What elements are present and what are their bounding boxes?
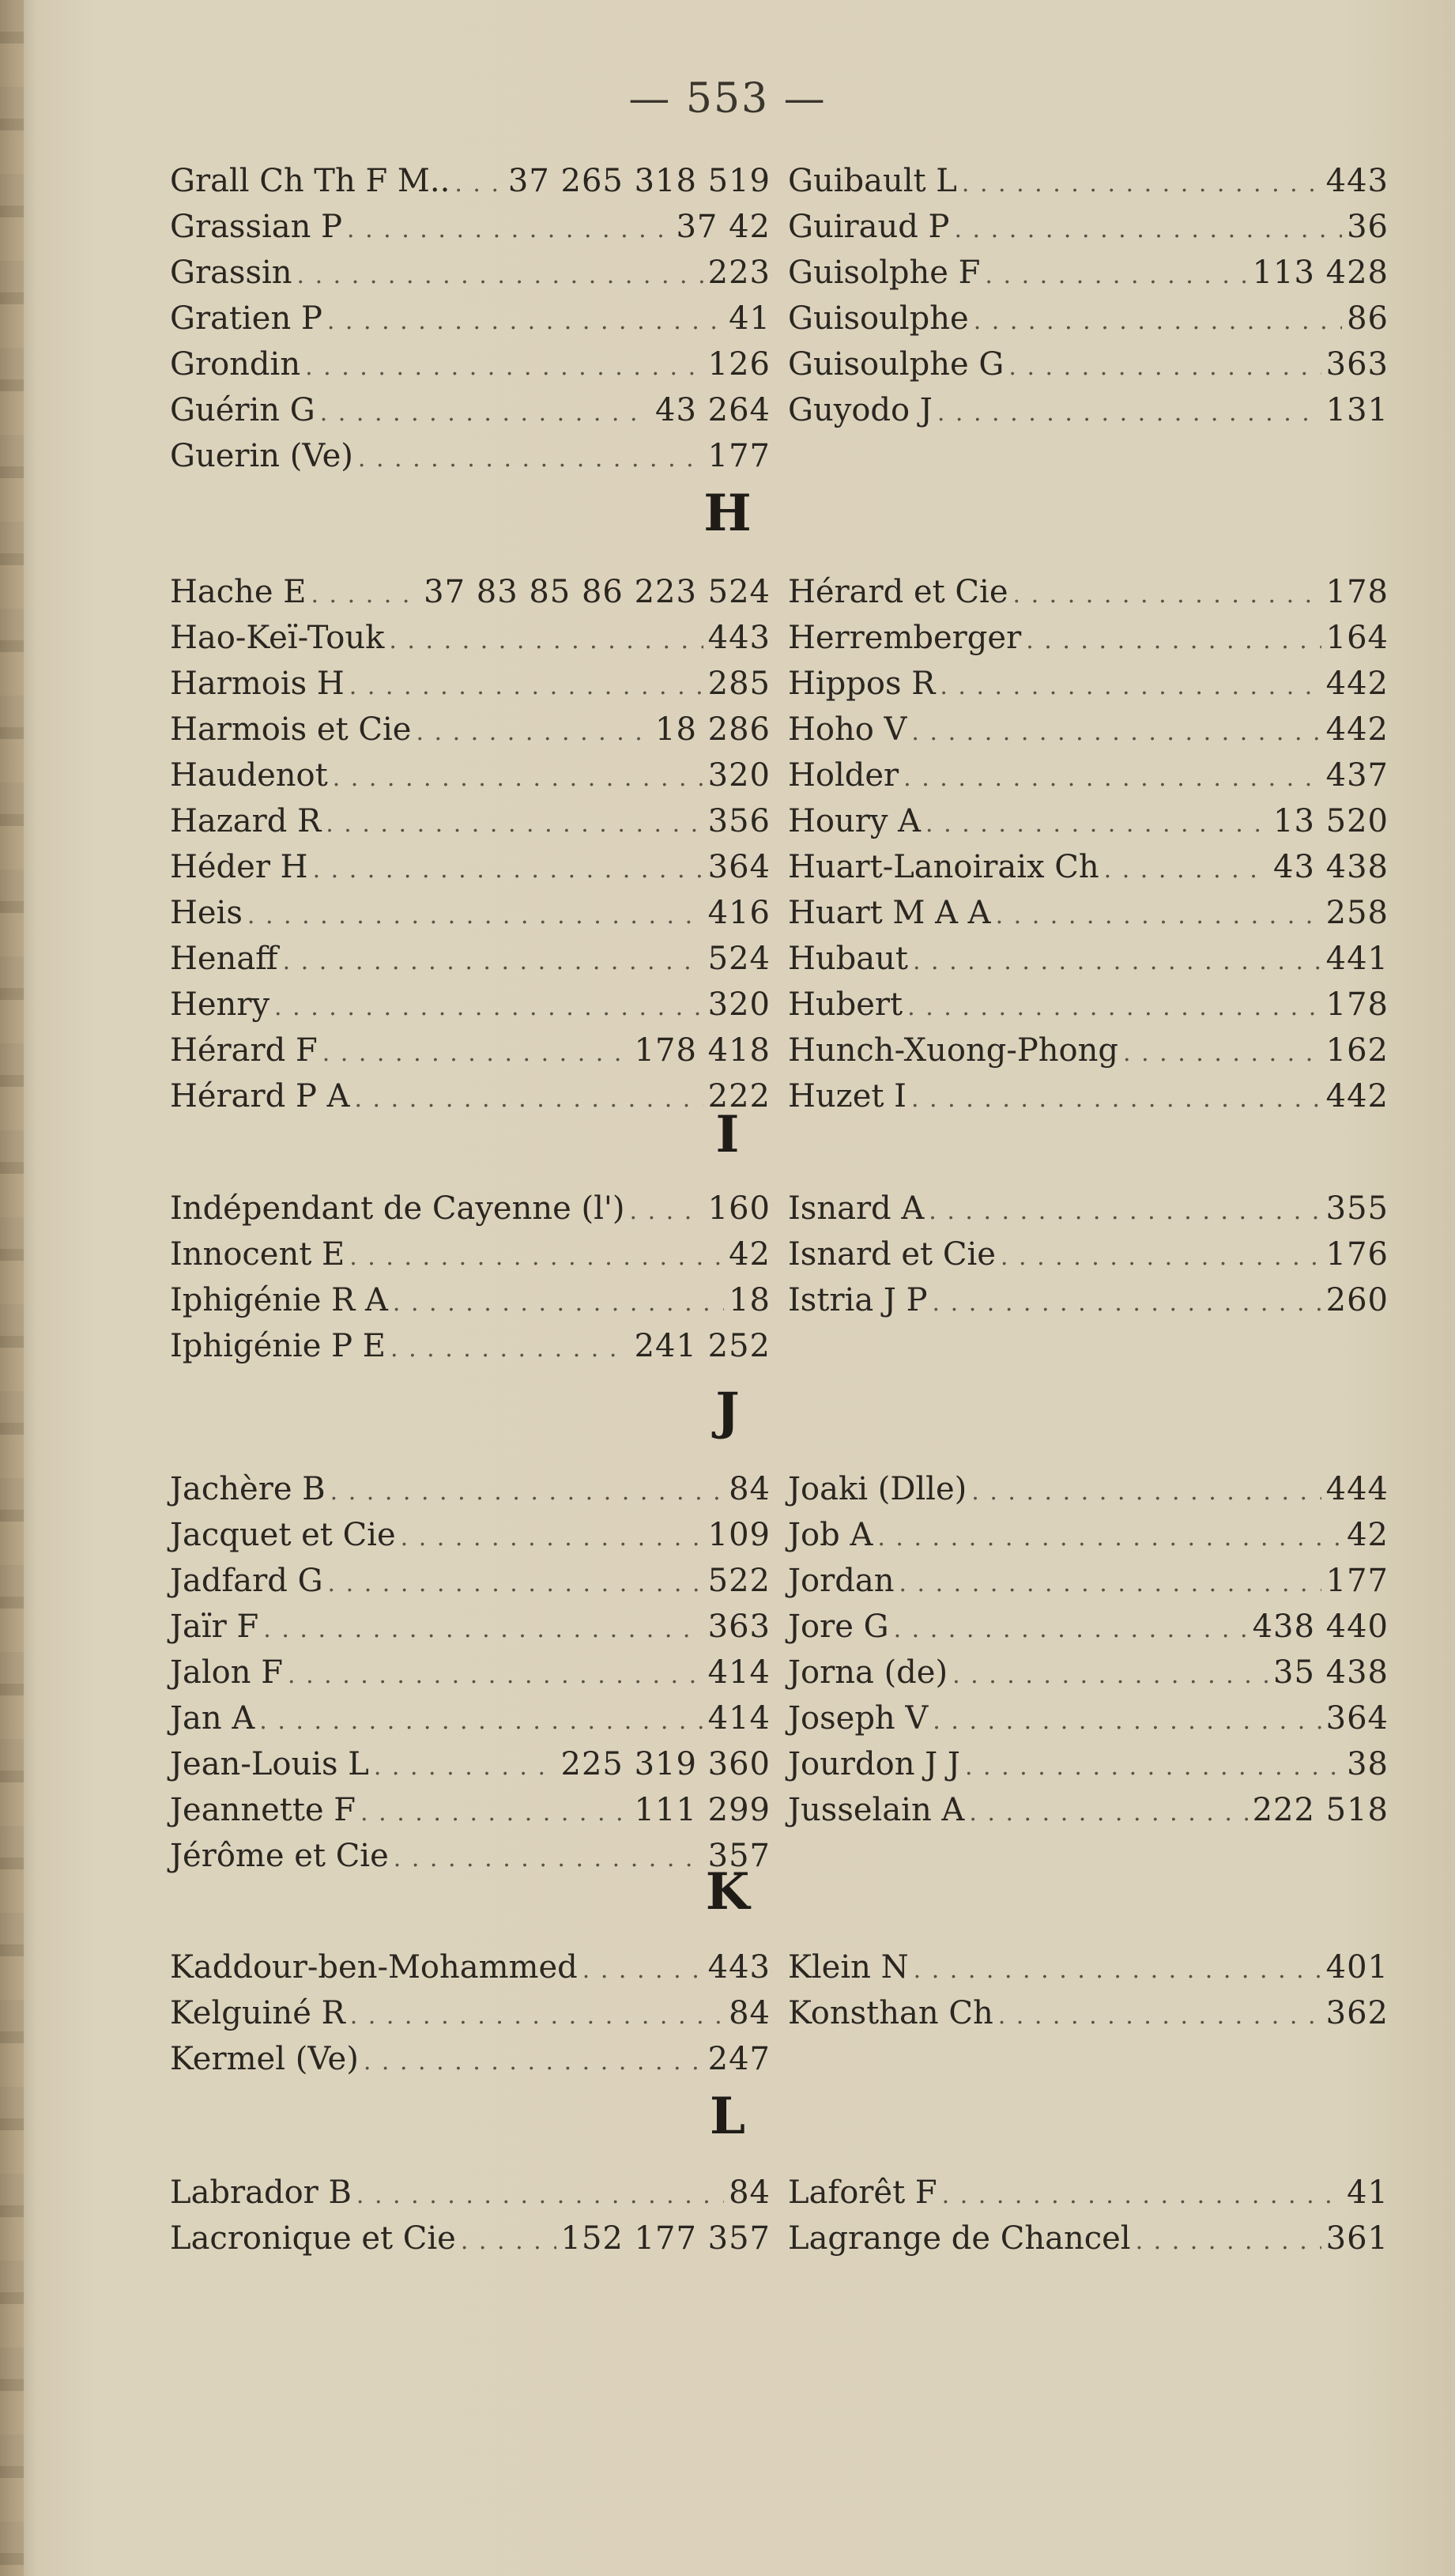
entry-name: Harmois H: [170, 666, 345, 702]
entry-pages: 18: [729, 1282, 771, 1318]
section-l-right-column: [788, 2170, 1389, 2261]
index-entry: [170, 1558, 771, 1604]
index-entry: [788, 844, 1389, 890]
index-entry: [170, 1787, 771, 1833]
index-entry: [788, 1944, 1389, 1990]
entry-pages: 401: [1325, 1949, 1389, 1986]
entry-name: Iphigénie P E: [170, 1328, 386, 1364]
entry-name: Joaki (Dlle): [788, 1471, 967, 1507]
entry-name: Hippos R: [788, 666, 936, 702]
entry-pages: 84: [729, 1995, 771, 2031]
dot-leader: [416, 710, 650, 756]
index-entry: [788, 752, 1389, 798]
entry-pages: 355: [1325, 1190, 1389, 1227]
dot-leader: [364, 2039, 703, 2085]
entry-name: Jadfard G: [170, 1563, 323, 1599]
index-entry: [788, 1277, 1389, 1323]
index-entry: [170, 615, 771, 661]
entry-name: Iphigénie R A: [170, 1282, 388, 1318]
entry-pages: 164: [1325, 620, 1389, 656]
dot-leader: [907, 985, 1321, 1031]
entry-name: Lagrange de Chancel: [788, 2220, 1131, 2257]
entry-pages: 126: [707, 346, 771, 383]
index-entry: [788, 296, 1389, 341]
entry-pages: 42: [729, 1236, 771, 1273]
entry-pages: 41: [1347, 2174, 1389, 2211]
index-entry: [788, 204, 1389, 250]
entry-pages: 363: [1325, 346, 1389, 383]
entry-name: Huart-Lanoiraix Ch: [788, 849, 1099, 885]
entry-name: Joseph V: [788, 1700, 929, 1737]
entry-pages: 43 264: [655, 392, 771, 428]
entry-pages: 442: [1325, 1078, 1389, 1115]
index-entry: [788, 890, 1389, 936]
index-entry: [788, 982, 1389, 1028]
entry-name: Henry: [170, 986, 270, 1023]
dot-leader: [971, 1469, 1321, 1515]
dot-leader: [914, 1948, 1321, 1993]
entry-name: Jacquet et Cie: [170, 1517, 396, 1553]
entry-name: Guyodo J: [788, 392, 933, 428]
index-entry: [170, 1512, 771, 1558]
index-entry: [170, 204, 771, 250]
entry-name: Héder H: [170, 849, 308, 885]
index-entry: [788, 1695, 1389, 1741]
dot-leader: [330, 1469, 724, 1515]
dot-leader: [328, 1561, 703, 1607]
entry-name: Grassian P: [170, 209, 343, 245]
entry-name: Jachère B: [170, 1471, 326, 1507]
index-entry: [788, 707, 1389, 752]
dot-leader: [954, 207, 1342, 253]
dot-leader: [313, 847, 703, 893]
entry-pages: 320: [707, 757, 771, 794]
entry-name: Kaddour-ben-Mohammed: [170, 1949, 578, 1986]
index-entry: [170, 2216, 771, 2261]
entry-pages: 36: [1347, 209, 1389, 245]
index-entry: [170, 1604, 771, 1650]
section-j-left-column: [170, 1466, 771, 1879]
section-letter-j: J: [715, 1382, 740, 1441]
entry-name: Grall Ch Th F M..: [170, 163, 450, 199]
dot-leader: [274, 985, 703, 1031]
index-entry: [788, 2216, 1389, 2261]
entry-pages: 37 42: [676, 209, 771, 245]
entry-pages: 443: [1325, 163, 1389, 199]
entry-name: Indépendant de Cayenne (l'): [170, 1190, 625, 1227]
entry-name: Jourdon J J: [788, 1746, 960, 1782]
dot-leader: [965, 1744, 1342, 1790]
dot-leader: [311, 572, 419, 618]
entry-name: Henaff: [170, 941, 278, 977]
index-entry: [788, 1741, 1389, 1787]
index-entry: [788, 1558, 1389, 1604]
entry-name: Istria J P: [788, 1282, 928, 1318]
entry-pages: 320: [707, 986, 771, 1023]
entry-name: Hao-Keï-Touk: [170, 620, 385, 656]
section-k-left-column: [170, 1944, 771, 2082]
index-entry: [788, 936, 1389, 982]
dot-leader: [389, 618, 703, 664]
entry-name: Kelguiné R: [170, 1995, 345, 2031]
index-entry: [170, 387, 771, 433]
index-entry: [170, 844, 771, 890]
index-entry: [170, 296, 771, 341]
index-entry: [788, 1186, 1389, 1231]
dot-leader: [942, 2173, 1342, 2219]
section-i-left-column: [170, 1186, 771, 1369]
entry-pages: 258: [1325, 895, 1389, 931]
dot-leader: [374, 1744, 556, 1790]
index-entry: [170, 661, 771, 707]
entry-name: Jaïr F: [170, 1609, 259, 1645]
dot-leader: [358, 436, 703, 482]
index-entry: [170, 2036, 771, 2082]
dot-leader: [322, 1031, 630, 1077]
entry-pages: 13 520: [1273, 803, 1389, 839]
index-entry: [170, 1028, 771, 1073]
entry-name: Jordan: [788, 1563, 895, 1599]
entry-name: Jore G: [788, 1609, 889, 1645]
dot-leader: [969, 1790, 1247, 1836]
index-entry: [170, 2170, 771, 2216]
entry-pages: 131: [1325, 392, 1389, 428]
dot-leader: [998, 1993, 1321, 2039]
entry-pages: 177: [707, 438, 771, 474]
entry-pages: 241 252: [634, 1328, 771, 1364]
dot-leader: [360, 1790, 630, 1836]
page-number: — 553 —: [628, 75, 827, 123]
entry-pages: 364: [707, 849, 771, 885]
dot-leader: [877, 1515, 1342, 1561]
entry-pages: 160: [707, 1190, 771, 1227]
entry-pages: 357: [707, 1838, 771, 1874]
index-entry: [170, 890, 771, 936]
entry-name: Hubert: [788, 986, 903, 1023]
index-entry: [170, 1323, 771, 1369]
entry-pages: 522: [707, 1563, 771, 1599]
entry-name: Laforêt F: [788, 2174, 937, 2211]
index-entry: [170, 982, 771, 1028]
dot-leader: [985, 253, 1247, 299]
entry-name: Guisoulphe G: [788, 346, 1005, 383]
entry-pages: 364: [1325, 1700, 1389, 1737]
section-letter-l: L: [710, 2087, 745, 2146]
section-h-right-column: [788, 569, 1389, 1119]
entry-name: Innocent E: [170, 1236, 345, 1273]
dot-leader: [1123, 1031, 1321, 1077]
entry-name: Houry A: [788, 803, 922, 839]
index-entry: [788, 1466, 1389, 1512]
entry-pages: 111 299: [634, 1792, 771, 1828]
entry-name: Huart M A A: [788, 895, 991, 931]
dot-leader: [903, 756, 1321, 801]
index-entry: [788, 2170, 1389, 2216]
entry-name: Konsthan Ch: [788, 1995, 993, 2031]
entry-pages: 109: [707, 1517, 771, 1553]
entry-name: Jalon F: [170, 1654, 283, 1691]
dot-leader: [1026, 618, 1321, 664]
index-entry: [170, 936, 771, 982]
entry-pages: 18 286: [655, 711, 771, 748]
dot-leader: [933, 1699, 1321, 1744]
entry-name: Holder: [788, 757, 899, 794]
entry-pages: 362: [1325, 1995, 1389, 2031]
dot-leader: [911, 710, 1321, 756]
dot-leader: [1001, 1235, 1321, 1280]
entry-pages: 178: [1325, 574, 1389, 610]
dot-leader: [461, 2219, 556, 2265]
entry-name: Hache E: [170, 574, 307, 610]
entry-name: Guerin (Ve): [170, 438, 353, 474]
index-entry: [170, 752, 771, 798]
dot-leader: [996, 893, 1321, 939]
dot-leader: [925, 801, 1268, 847]
entry-name: Gratien P: [170, 300, 322, 337]
index-entry: [788, 661, 1389, 707]
entry-pages: 414: [707, 1700, 771, 1737]
entry-name: Klein N: [788, 1949, 909, 1986]
index-entry: [170, 707, 771, 752]
entry-pages: 442: [1325, 666, 1389, 702]
index-entry: [170, 158, 771, 204]
entry-name: Jorna (de): [788, 1654, 948, 1691]
entry-pages: 363: [707, 1609, 771, 1645]
entry-name: Jérôme et Cie: [170, 1838, 389, 1874]
entry-pages: 43 438: [1273, 849, 1389, 885]
dot-leader: [350, 1993, 724, 2039]
index-entry: [788, 1990, 1389, 2036]
entry-name: Guiraud P: [788, 209, 950, 245]
entry-pages: 222 518: [1252, 1792, 1389, 1828]
index-entry: [170, 433, 771, 479]
dot-leader: [401, 1515, 703, 1561]
dot-leader: [327, 299, 724, 345]
index-entry: [170, 1990, 771, 2036]
entry-name: Hunch-Xuong-Phong: [788, 1032, 1118, 1069]
entry-name: Hoho V: [788, 711, 907, 748]
entry-pages: 437: [1325, 757, 1389, 794]
section-l-left-column: [170, 2170, 771, 2261]
entry-pages: 225 319 360: [560, 1746, 771, 1782]
index-entry: [788, 615, 1389, 661]
page-binding-edge: [0, 0, 24, 2576]
dot-leader: [326, 801, 703, 847]
entry-pages: 356: [707, 803, 771, 839]
dot-leader: [1104, 847, 1268, 893]
entry-name: Huzet I: [788, 1078, 907, 1115]
index-entry: [788, 387, 1389, 433]
dot-leader: [630, 1189, 703, 1235]
entry-name: Harmois et Cie: [170, 711, 412, 748]
index-entry: [170, 1231, 771, 1277]
index-entry: [170, 798, 771, 844]
index-entry: [170, 341, 771, 387]
dot-leader: [247, 893, 703, 939]
dot-leader: [454, 161, 503, 207]
entry-name: Grassin: [170, 255, 292, 291]
index-entry: [788, 1650, 1389, 1695]
entry-pages: 86: [1347, 300, 1389, 337]
dot-leader: [297, 253, 703, 299]
entry-name: Hubaut: [788, 941, 908, 977]
dot-leader: [1136, 2219, 1321, 2265]
entry-pages: 41: [729, 300, 771, 337]
section-h-left-column: [170, 569, 771, 1119]
entry-pages: 285: [707, 666, 771, 702]
dot-leader: [305, 345, 703, 390]
dot-leader: [333, 756, 703, 801]
entry-pages: 84: [729, 1471, 771, 1507]
dot-leader: [913, 939, 1321, 985]
entry-name: Jean-Louis L: [170, 1746, 369, 1782]
dot-leader: [349, 1235, 724, 1280]
dot-leader: [263, 1607, 703, 1653]
dot-leader: [933, 1280, 1321, 1326]
entry-pages: 84: [729, 2174, 771, 2211]
entry-pages: 524: [707, 941, 771, 977]
index-entry: [170, 1650, 771, 1695]
section-j-right-column: [788, 1466, 1389, 1833]
dot-leader: [393, 1280, 724, 1326]
dot-leader: [940, 664, 1321, 710]
entry-pages: 443: [707, 620, 771, 656]
entry-pages: 443: [707, 1949, 771, 1986]
dot-leader: [952, 1653, 1268, 1699]
dot-leader: [349, 664, 703, 710]
section-g-left-column: [170, 158, 771, 479]
entry-name: Heis: [170, 895, 243, 931]
entry-pages: 414: [707, 1654, 771, 1691]
index-entry: [788, 158, 1389, 204]
entry-name: Isnard A: [788, 1190, 925, 1227]
entry-name: Guibault L: [788, 163, 957, 199]
index-entry: [170, 250, 771, 296]
index-entry: [788, 250, 1389, 296]
entry-name: Guérin G: [170, 392, 315, 428]
dot-leader: [899, 1561, 1321, 1607]
index-entry: [788, 341, 1389, 387]
entry-name: Hérard et Cie: [788, 574, 1008, 610]
dot-leader: [288, 1653, 703, 1699]
dot-leader: [1013, 572, 1321, 618]
entry-pages: 162: [1325, 1032, 1389, 1069]
index-entry: [788, 1028, 1389, 1073]
entry-pages: 444: [1325, 1471, 1389, 1507]
entry-name: Job A: [788, 1517, 873, 1553]
entry-pages: 178 418: [634, 1032, 771, 1069]
entry-pages: 442: [1325, 711, 1389, 748]
entry-name: Isnard et Cie: [788, 1236, 996, 1273]
index-entry: [170, 1466, 771, 1512]
entry-name: Labrador B: [170, 2174, 352, 2211]
entry-pages: 177: [1325, 1563, 1389, 1599]
entry-pages: 152 177 357: [560, 2220, 771, 2257]
index-entry: [788, 1787, 1389, 1833]
entry-name: Lacronique et Cie: [170, 2220, 456, 2257]
entry-pages: 37 265 318 519: [507, 163, 771, 199]
entry-name: Kermel (Ve): [170, 2041, 359, 2077]
section-letter-i: I: [715, 1105, 740, 1164]
index-entry: [788, 569, 1389, 615]
entry-pages: 178: [1325, 986, 1389, 1023]
entry-name: Haudenot: [170, 757, 328, 794]
entry-pages: 441: [1325, 941, 1389, 977]
section-g-right-column: [788, 158, 1389, 433]
dot-leader: [320, 390, 650, 436]
entry-pages: 247: [707, 2041, 771, 2077]
index-entry: [170, 1695, 771, 1741]
entry-name: Jusselain A: [788, 1792, 965, 1828]
entry-name: Jeannette F: [170, 1792, 356, 1828]
entry-pages: 176: [1325, 1236, 1389, 1273]
dot-leader: [356, 2173, 724, 2219]
dot-leader: [962, 161, 1321, 207]
entry-name: Hérard P A: [170, 1078, 350, 1115]
entry-pages: 38: [1347, 1746, 1389, 1782]
dot-leader: [582, 1948, 703, 1993]
entry-name: Grondin: [170, 346, 301, 383]
index-entry: [170, 1741, 771, 1787]
dot-leader: [974, 299, 1342, 345]
index-entry: [788, 798, 1389, 844]
entry-name: Hazard R: [170, 803, 322, 839]
dot-leader: [937, 390, 1321, 436]
entry-name: Herremberger: [788, 620, 1022, 656]
index-entry: [788, 1231, 1389, 1277]
index-entry: [170, 1277, 771, 1323]
dot-leader: [390, 1326, 630, 1372]
entry-pages: 260: [1325, 1282, 1389, 1318]
dot-leader: [1008, 345, 1321, 390]
entry-pages: 438 440: [1252, 1609, 1389, 1645]
section-letter-k: K: [705, 1862, 750, 1922]
entry-pages: 42: [1347, 1517, 1389, 1553]
index-entry: [170, 1186, 771, 1231]
section-i-right-column: [788, 1186, 1389, 1323]
entry-pages: 361: [1325, 2220, 1389, 2257]
dot-leader: [894, 1607, 1248, 1653]
section-letter-h: H: [703, 484, 752, 543]
section-k-right-column: [788, 1944, 1389, 2036]
entry-pages: 223: [707, 255, 771, 291]
dot-leader: [259, 1699, 703, 1744]
index-entry: [170, 569, 771, 615]
entry-name: Hérard F: [170, 1032, 318, 1069]
index-entry: [170, 1944, 771, 1990]
entry-name: Jan A: [170, 1700, 255, 1737]
dot-leader: [929, 1189, 1321, 1235]
entry-pages: 113 428: [1252, 255, 1389, 291]
index-entry: [788, 1604, 1389, 1650]
entry-name: Guisolphe F: [788, 255, 981, 291]
entry-pages: 416: [707, 895, 771, 931]
dot-leader: [347, 207, 671, 253]
entry-pages: 37 83 85 86 223 524: [424, 574, 771, 610]
index-entry: [788, 1512, 1389, 1558]
entry-pages: 35 438: [1273, 1654, 1389, 1691]
dot-leader: [283, 939, 703, 985]
entry-pages: 222: [707, 1078, 771, 1115]
entry-name: Guisoulphe: [788, 300, 969, 337]
